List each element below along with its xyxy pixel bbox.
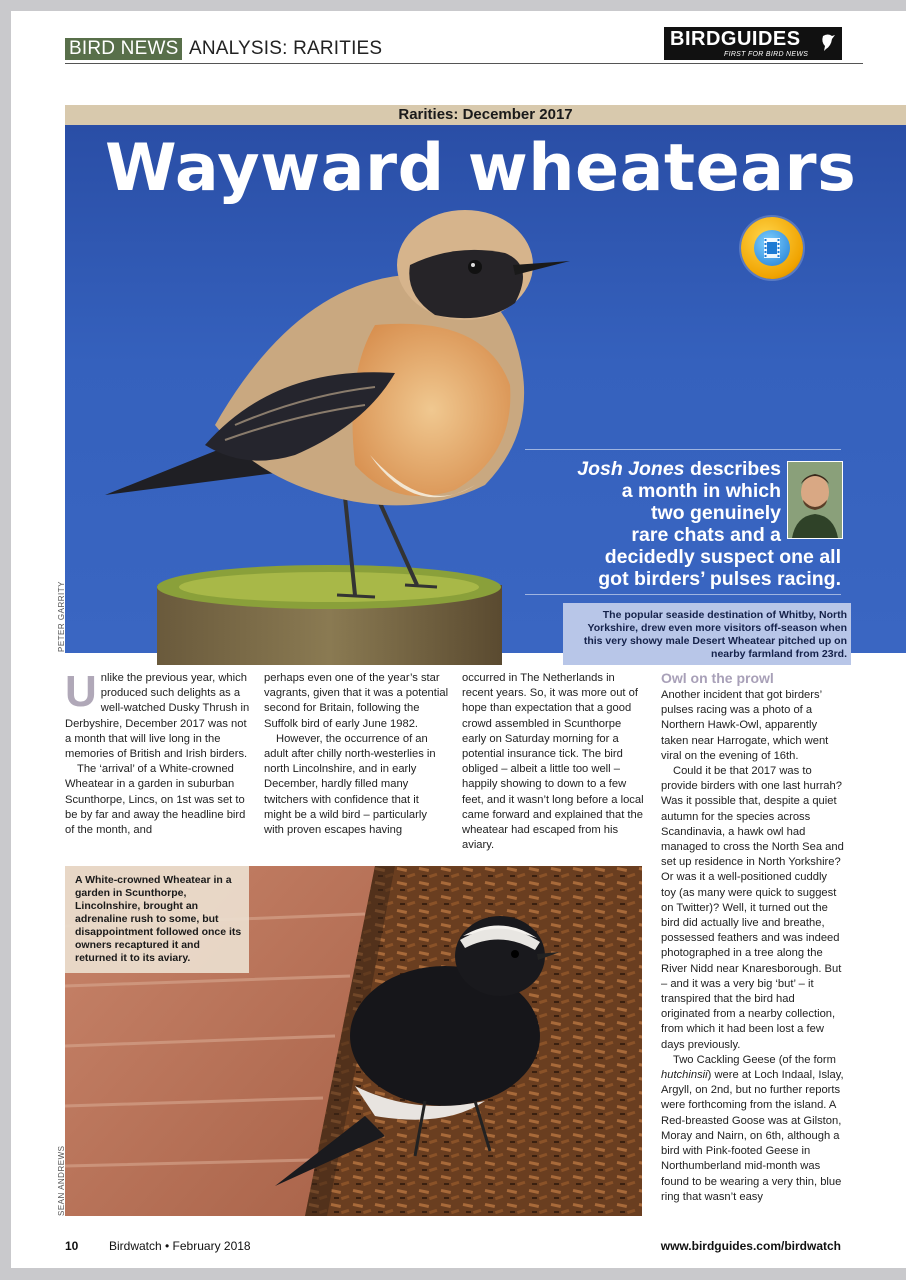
banner-date: December 2017: [462, 106, 573, 123]
magazine-issue: Birdwatch • February 2018: [109, 1239, 251, 1253]
article-column-1: Unlike the previous year, which produced such delights as a well-watched Dusky Thrush in Derbyshire, December 2017 was not a month that will live long in the memories of British and Irish birders. The ‘arrival’ of a White-crowned Wheatear in a garden in suburban Scunthorpe, Lincs, on 1st was set to be by far and away the headline bird of the month, and: [65, 667, 250, 837]
paragraph-geese: Two Cackling Geese (of the form hutchinsii) were at Loch Indaal, Islay, Argyll, on 2nd, but no further reports were forthcoming from the island. A Red-breasted Goose was at Gilston, Moray and Nairn, on 6th, although a bird with Pink-footed Geese in Northumberland mid-month was found to be wearing a very thin, blue ring that wasn’t easy: [661, 1053, 844, 1203]
photo2-caption: A White-crowned Wheatear in a garden in Scunthorpe, Lincolnshire, brought an adrenaline rush to some, but disappointment followed once its owners recaptured it and returned it to its aviary.: [65, 866, 249, 973]
article-column-2: perhaps even one of the year’s star vagrants, given that it was a potential second for Britain, following the Suffolk bird of early June 1982. However, the occurrence of an adult after chilly north-westerlies in north Lincolnshire, and in early December, hardly filled many twitchers with confidence that it might be a wild bird – particularly with proven escapes having: [264, 672, 449, 837]
hero-caption: The popular seaside destination of Whitby, North Yorkshire, drew even more visitors off-season when this very showy male Desert Wheatear pitched up on nearby farmland from 23rd.: [563, 603, 851, 665]
section-title: ANALYSIS: RARITIES: [189, 38, 383, 59]
logo-tagline: FIRST FOR BIRD NEWS: [724, 51, 809, 58]
video-play-button[interactable]: [741, 217, 803, 279]
film-strip-icon: [754, 230, 790, 266]
magazine-page: [11, 11, 906, 1268]
article-title: Wayward wheatears: [105, 131, 857, 206]
photo-credit: PETER GARRITY: [57, 581, 66, 652]
bird-silhouette-icon: [820, 32, 836, 52]
rarities-banner: [65, 105, 906, 125]
header-rule: [65, 63, 863, 64]
author-photo: [787, 461, 843, 539]
logo-name: BIRDGUIDES: [670, 28, 801, 50]
article-column-3: occurred in The Netherlands in recent years. So, it was more out of hope than expectation that a good crowd assembled in Scunthorpe early on Saturday morning for a potential insurance tick. The bird obliged – albeit a little too well – happily showing to down to a few feet, and it wasn’t long before a local came forward and explained that the wheatear had escaped from his aviary.: [462, 672, 644, 852]
photo2-credit: SEAN ANDREWS: [57, 1145, 66, 1216]
hero-photo: [65, 125, 906, 660]
author-name: Josh Jones: [577, 458, 685, 480]
subheading: Owl on the prowl: [661, 670, 774, 686]
banner-label: Rarities:: [398, 106, 459, 123]
article-standfirst: Josh Jones describes a month in which two genuinely rare chats and a decidedly suspect one all got birders’ pulses racing.: [525, 449, 841, 595]
section-tag: BIRD NEWS: [65, 38, 182, 60]
white-crowned-wheatear-photo: [65, 866, 642, 1216]
website-link[interactable]: www.birdguides.com/birdwatch: [660, 1239, 841, 1253]
page-number: 10: [65, 1239, 79, 1253]
article-column-4: Owl on the prowl Another incident that got birders’ pulses racing was a photo of a Northern Hawk-Owl, apparently taken near Harrogate, which went viral on the evening of 16th. Could it be that 2017 was to provide birders with one last hurrah? Was it possible that, despite a quiet autumn for the species across Scandinavia, a hawk owl had managed to cross the North Sea and set up residence in North Yorkshire? Or was it a well-positioned cuddly toy (as many were quick to suggest on Twitter)? Well, it turned out the bird did actually live and breathe, possessed feathers and was indeed photographed in a tree along the River Nidd near Knaresborough. But – and it was a very big ‘but’ – it transpired that the bird had originated from a nearby collection, from which it had been lost a few days previously. Two Cackling Geese (of the form hutchinsii) were at Loch Indaal, Islay, Argyll, on 2nd, but no further reports were forthcoming from the island. A Red-breasted Goose was at Gilston, Moray and Nairn, on 6th, although a bird with Pink-footed Geese in Northumberland mid-month was found to be wearing a very thin, blue ring that wasn’t easy: [661, 669, 844, 1205]
birdguides-logo: [664, 27, 842, 60]
drop-cap: U: [65, 667, 97, 716]
